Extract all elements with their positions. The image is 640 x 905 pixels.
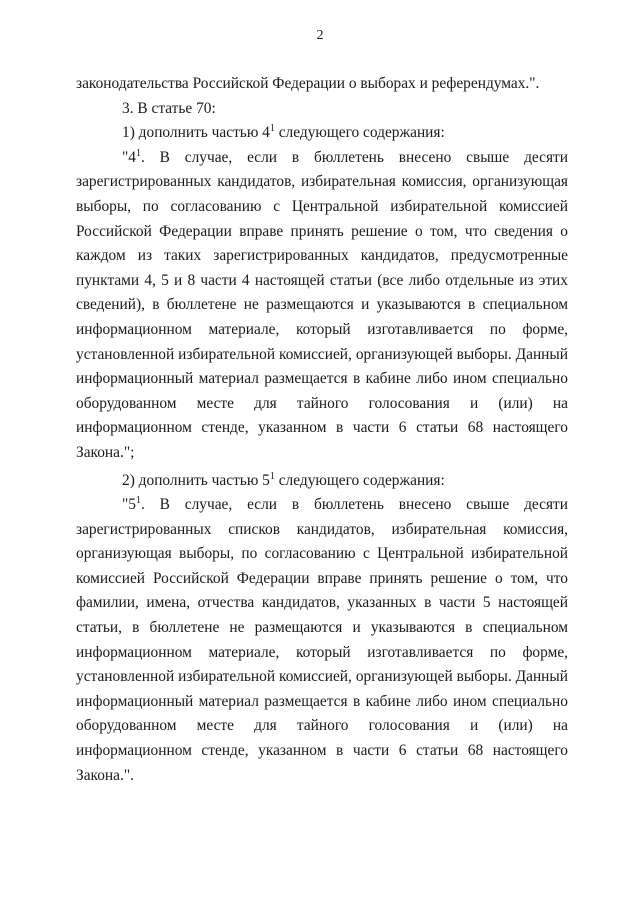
text-line: зарегистрированных кандидатов, избирательная комиссия, организующая xyxy=(76,173,568,191)
text-line: каждом из таких зарегистрированных кандидатов, предусмотренные xyxy=(76,247,568,265)
text-line: информационный материал размещается в кабине либо ином специально xyxy=(76,370,568,388)
item-heading: 2) дополнить частью $5^1$ следующего содержания: xyxy=(122,470,445,489)
text-line: Российской Федерации вправе принять решение о том, что сведения о xyxy=(76,222,568,240)
text-line: фамилии, имена, отчества кандидатов, указанных в части 5 настоящей xyxy=(76,594,568,612)
text-line: информационном стенде, указанном в части 6 статьи 68 настоящего xyxy=(76,419,568,437)
page-number: 2 xyxy=(316,28,324,43)
text-line: "$5^1$. В случае, если в бюллетень внесено свыше десяти xyxy=(122,495,568,514)
text-line: зарегистрированных списков кандидатов, избирательная комиссия, xyxy=(76,520,568,538)
text-line: Закона.". xyxy=(76,766,134,784)
text-line: установленной избирательной комиссией, организующей выборы. Данный xyxy=(76,345,568,363)
superscript: 1 xyxy=(269,470,275,482)
text-line: информационный материал размещается в кабине либо ином специально xyxy=(76,692,568,710)
item-heading: 3. В статье 70: xyxy=(122,99,216,117)
superscript: 1 xyxy=(135,495,141,507)
text-line: информационном стенде, указанном в части 6 статьи 68 настоящего xyxy=(76,742,568,760)
text-line: оборудованном месте для тайного голосования и (или) на xyxy=(76,394,568,412)
text-line: "$4^1$. В случае, если в бюллетень внесено свыше десяти xyxy=(122,147,568,166)
text-line: пунктами 4, 5 и 8 части 4 настоящей статьи (все либо отдельные из этих xyxy=(76,271,568,289)
text-line: статьи, в бюллетене не размещаются и указываются в специальном xyxy=(76,619,568,637)
text-line: законодательства Российской Федерации о выборах и референдумах.". xyxy=(76,75,540,92)
text-line: организующая выборы, по согласованию с Центральной избирательной xyxy=(76,545,568,563)
text-line: выборы, по согласованию с Центральной избирательной комиссией xyxy=(76,197,568,215)
text-line: сведений), в бюллетене не размещаются и указываются в специальном xyxy=(76,296,568,314)
document-body xyxy=(76,72,568,788)
text-line: Закона."; xyxy=(76,443,135,461)
text-line: информационном материале, который изготавливается по форме, xyxy=(76,320,568,338)
superscript: 1 xyxy=(135,147,141,159)
text-line: оборудованном месте для тайного голосования и (или) на xyxy=(76,717,568,735)
item-heading: 1) дополнить частью $4^1$ следующего содержания: xyxy=(122,123,445,142)
text-line: установленной избирательной комиссией, организующей выборы. Данный xyxy=(76,668,568,686)
text-line: комиссией Российской Федерации вправе принять решение о том, что xyxy=(76,569,568,587)
text-line: информационном материале, который изготавливается по форме, xyxy=(76,643,568,661)
superscript: 1 xyxy=(269,123,275,135)
